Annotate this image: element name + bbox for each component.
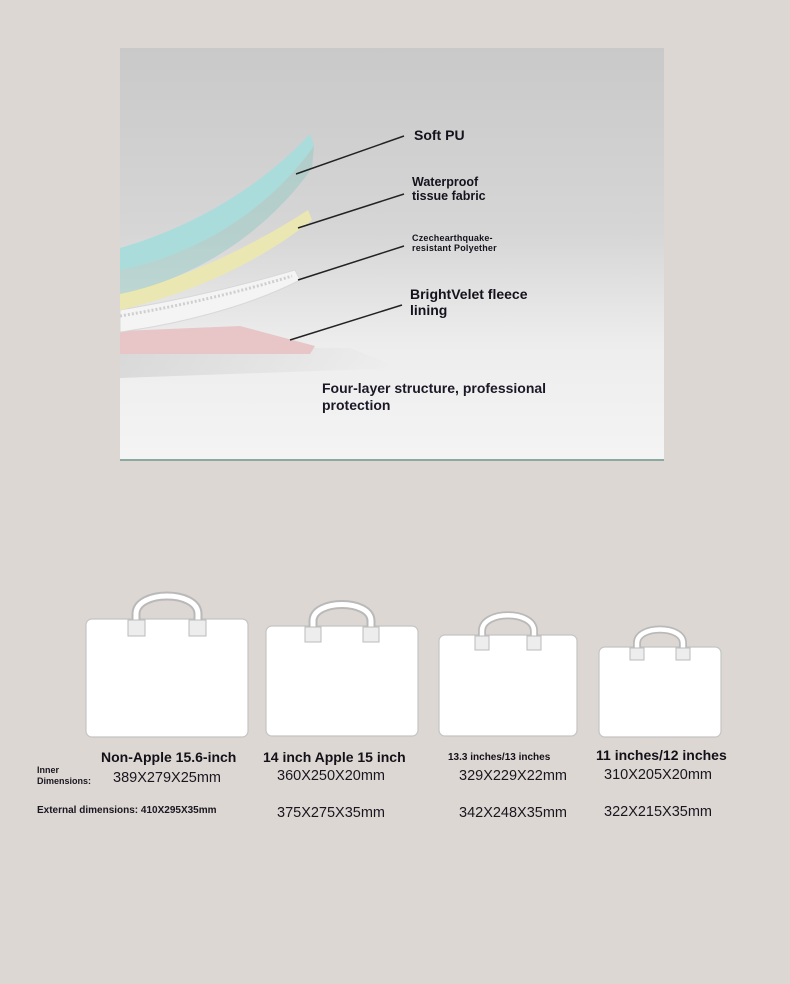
bag-icon-small [437,607,579,739]
polyether-label-line1: Czechearthquake- [412,233,493,243]
external-dim-4: 322X215X35mm [604,804,713,820]
external-dim-3: 342X248X35mm [459,805,568,821]
inner-dim-2: 360X250X20mm [277,768,386,784]
inner-dimensions-label-line2: Dimensions: [37,776,92,787]
structure-caption-line2: protection [322,396,391,413]
inner-dimensions-label-line1: Inner [37,765,60,775]
structure-caption-line1: Four-layer structure, professional [322,380,547,396]
external-dim-2: 375X275X35mm [277,805,386,821]
inner-dim-3: 329X229X22mm [459,768,568,784]
polyether-label [412,233,497,254]
size-title-3: 13.3 inches/13 inches [448,752,551,763]
fleece-label [410,286,528,318]
bag-icon-large [84,586,250,740]
polyether-label-line2: resistant Polyether [412,243,497,254]
inner-dim-4: 310X205X20mm [604,767,713,783]
size-title-4: 11 inches/12 inches [596,747,727,763]
waterproof-label [412,175,486,204]
fleece-label-line1: BrightVelet fleece [410,286,528,302]
external-dimensions-label: External dimensions: 410X295X35mm [37,805,217,816]
size-title-1: Non-Apple 15.6-inch [101,749,237,765]
inner-dim-1: 389X279X25mm [113,770,222,786]
structure-caption [322,380,546,414]
size-title-2: 14 inch Apple 15 inch [263,749,406,765]
waterproof-label-line1: Waterproof [412,175,479,189]
fleece-label-line2: lining [410,302,448,319]
soft-pu-label: Soft PU [414,127,465,143]
inner-dimensions-label [37,765,91,788]
bag-icon-medium [264,595,420,739]
material-layers-panel [120,48,664,461]
bag-icon-compact [597,622,723,740]
lining-layer [120,326,315,354]
waterproof-label-line2: tissue fabric [412,189,486,204]
